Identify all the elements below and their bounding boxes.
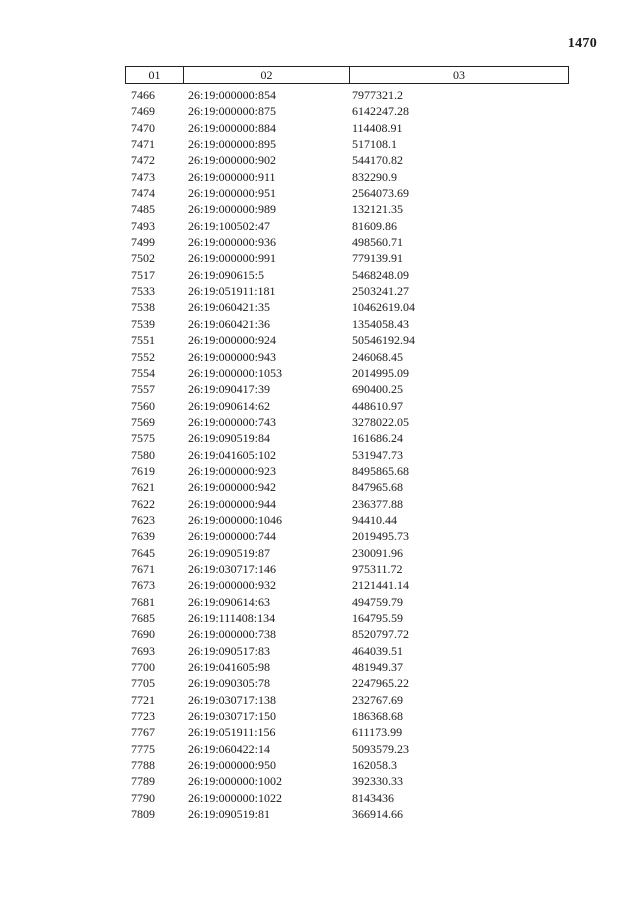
row-number-cell: 7580: [131, 447, 155, 462]
cadastral-number-cell: 26:19:030717:146: [188, 561, 277, 576]
cadastral-number-cell: 26:19:030717:150: [188, 709, 277, 724]
value-cell: 164795.59: [352, 611, 403, 625]
value-cell: 531947.73: [352, 447, 403, 462]
row-number-cell: 7466: [131, 88, 155, 102]
cadastral-number-cell: 26:19:000000:989: [188, 202, 277, 217]
row-number-cell: 7557: [131, 382, 155, 397]
table-row: [0, 545, 640, 561]
value-cell: 5468248.09: [352, 267, 409, 282]
row-number-cell: 7681: [131, 594, 155, 609]
cadastral-number-cell: 26:19:000000:932: [188, 578, 277, 593]
row-number-cell: 7721: [131, 692, 155, 707]
value-cell: 2247965.22: [352, 676, 409, 691]
cadastral-number-cell: 26:19:060422:14: [188, 741, 271, 756]
row-number-cell: 7499: [131, 235, 155, 250]
cadastral-number-cell: 26:19:111408:134: [188, 611, 276, 625]
row-number-cell: 7809: [131, 807, 155, 822]
value-cell: 236377.88: [352, 496, 403, 511]
table-row: [0, 496, 640, 512]
table-row: [0, 594, 640, 610]
table-row: [0, 152, 640, 168]
row-number-cell: 7723: [131, 709, 155, 724]
cadastral-number-cell: 26:19:090519:87: [188, 545, 271, 560]
cadastral-number-cell: 26:19:000000:944: [188, 496, 277, 511]
row-number-cell: 7671: [131, 561, 155, 576]
value-cell: 10462619.04: [352, 300, 415, 315]
value-cell: 2503241.27: [352, 284, 409, 299]
row-number-cell: 7471: [131, 137, 155, 152]
value-cell: 611173.99: [352, 725, 403, 740]
header-col-01: 01: [126, 67, 184, 83]
table-row: [0, 136, 640, 152]
cadastral-number-cell: 26:19:090305:78: [188, 676, 271, 691]
table-row: [0, 577, 640, 593]
row-number-cell: 7673: [131, 578, 155, 593]
value-cell: 779139.91: [352, 251, 403, 266]
value-cell: 186368.68: [352, 709, 403, 724]
row-number-cell: 7790: [131, 790, 155, 805]
value-cell: 6142247.28: [352, 104, 409, 119]
table-row: [0, 381, 640, 397]
table-row: [0, 218, 640, 234]
row-number-cell: 7690: [131, 627, 155, 642]
table-row: [0, 643, 640, 659]
table-row: [0, 528, 640, 544]
table-row: [0, 349, 640, 365]
cadastral-number-cell: 26:19:000000:884: [188, 120, 277, 135]
table-row: [0, 234, 640, 250]
table-row: [0, 610, 640, 626]
value-cell: 832290.9: [352, 169, 397, 184]
value-cell: 975311.72: [352, 561, 403, 576]
row-number-cell: 7685: [131, 611, 155, 625]
table-header: [125, 66, 569, 84]
table-row: [0, 120, 640, 136]
cadastral-number-cell: 26:19:090615:5: [188, 267, 265, 282]
row-number-cell: 7775: [131, 741, 155, 756]
value-cell: 2564073.69: [352, 186, 409, 201]
value-cell: 7977321.2: [352, 88, 403, 102]
table-row: [0, 103, 640, 119]
cadastral-number-cell: 26:19:000000:875: [188, 104, 277, 119]
row-number-cell: 7789: [131, 774, 155, 789]
table-row: [0, 741, 640, 757]
cadastral-number-cell: 26:19:000000:1053: [188, 365, 283, 380]
cadastral-number-cell: 26:19:000000:950: [188, 758, 277, 773]
value-cell: 232767.69: [352, 692, 403, 707]
value-cell: 1354058.43: [352, 316, 409, 331]
cadastral-number-cell: 26:19:000000:902: [188, 153, 277, 168]
table-row: [0, 250, 640, 266]
cadastral-number-cell: 26:19:000000:1046: [188, 512, 283, 527]
cadastral-number-cell: 26:19:000000:936: [188, 235, 277, 250]
value-cell: 246068.45: [352, 349, 403, 364]
row-number-cell: 7560: [131, 398, 155, 413]
value-cell: 81609.86: [352, 218, 397, 233]
table-row: [0, 267, 640, 283]
cadastral-number-cell: 26:19:000000:1022: [188, 790, 283, 805]
table-row: [0, 169, 640, 185]
cadastral-number-cell: 26:19:000000:743: [188, 414, 277, 429]
cadastral-number-cell: 26:19:041605:98: [188, 660, 271, 675]
row-number-cell: 7470: [131, 120, 155, 135]
cadastral-number-cell: 26:19:000000:744: [188, 529, 277, 544]
table-row: [0, 299, 640, 315]
cadastral-number-cell: 26:19:100502:47: [188, 218, 271, 233]
table-row: [0, 806, 640, 822]
value-cell: 114408.91: [352, 120, 403, 135]
header-col-02: 02: [184, 67, 350, 83]
row-number-cell: 7700: [131, 660, 155, 675]
table-row: [0, 479, 640, 495]
table-row: [0, 316, 640, 332]
table-row: [0, 773, 640, 789]
cadastral-number-cell: 26:19:060421:36: [188, 316, 271, 331]
cadastral-number-cell: 26:19:000000:854: [188, 88, 277, 102]
value-cell: 3278022.05: [352, 414, 409, 429]
cadastral-number-cell: 26:19:090417:39: [188, 382, 271, 397]
cadastral-number-cell: 26:19:060421:35: [188, 300, 271, 315]
cadastral-number-cell: 26:19:000000:923: [188, 463, 277, 478]
table-row: [0, 708, 640, 724]
row-number-cell: 7619: [131, 463, 155, 478]
row-number-cell: 7539: [131, 316, 155, 331]
table-row: [0, 626, 640, 642]
value-cell: 5093579.23: [352, 741, 409, 756]
cadastral-number-cell: 26:19:000000:1002: [188, 774, 283, 789]
value-cell: 448610.97: [352, 398, 403, 413]
cadastral-number-cell: 26:19:090614:62: [188, 398, 271, 413]
row-number-cell: 7469: [131, 104, 155, 119]
row-number-cell: 7533: [131, 284, 155, 299]
table-row: [0, 201, 640, 217]
cadastral-number-cell: 26:19:051911:156: [188, 725, 276, 740]
cadastral-number-cell: 26:19:000000:991: [188, 251, 277, 266]
cadastral-number-cell: 26:19:090519:81: [188, 807, 271, 822]
value-cell: 498560.71: [352, 235, 403, 250]
table-row: [0, 757, 640, 773]
cadastral-number-cell: 26:19:000000:943: [188, 349, 277, 364]
table-row: [0, 512, 640, 528]
value-cell: 464039.51: [352, 643, 403, 658]
row-number-cell: 7517: [131, 267, 155, 282]
cadastral-number-cell: 26:19:000000:951: [188, 186, 277, 201]
value-cell: 8495865.68: [352, 463, 409, 478]
table-body: [0, 87, 640, 822]
row-number-cell: 7788: [131, 758, 155, 773]
cadastral-number-cell: 26:19:090614:63: [188, 594, 271, 609]
table-row: [0, 675, 640, 691]
table-row: [0, 87, 640, 103]
table-row: [0, 365, 640, 381]
value-cell: 162058.3: [352, 758, 397, 773]
table-row: [0, 463, 640, 479]
value-cell: 94410.44: [352, 512, 397, 527]
value-cell: 366914.66: [352, 807, 403, 822]
row-number-cell: 7621: [131, 480, 155, 495]
row-number-cell: 7474: [131, 186, 155, 201]
value-cell: 2019495.73: [352, 529, 409, 544]
value-cell: 2121441.14: [352, 578, 409, 593]
value-cell: 481949.37: [352, 660, 403, 675]
table-row: [0, 332, 640, 348]
header-col-03: 03: [453, 68, 465, 82]
cadastral-number-cell: 26:19:000000:911: [188, 169, 276, 184]
value-cell: 2014995.09: [352, 365, 409, 380]
row-number-cell: 7551: [131, 333, 155, 348]
row-number-cell: 7485: [131, 202, 155, 217]
row-number-cell: 7493: [131, 218, 155, 233]
table-row: [0, 447, 640, 463]
row-number-cell: 7472: [131, 153, 155, 168]
value-cell: 517108.1: [352, 137, 397, 152]
table-row: [0, 283, 640, 299]
value-cell: 494759.79: [352, 594, 403, 609]
row-number-cell: 7575: [131, 431, 155, 446]
value-cell: 8143436: [352, 790, 394, 805]
cadastral-number-cell: 26:19:000000:942: [188, 480, 277, 495]
cadastral-number-cell: 26:19:000000:738: [188, 627, 277, 642]
table-row: [0, 659, 640, 675]
cadastral-number-cell: 26:19:090519:84: [188, 431, 271, 446]
row-number-cell: 7767: [131, 725, 155, 740]
row-number-cell: 7554: [131, 365, 155, 380]
row-number-cell: 7538: [131, 300, 155, 315]
cadastral-number-cell: 26:19:030717:138: [188, 692, 277, 707]
value-cell: 544170.82: [352, 153, 403, 168]
table-row: [0, 430, 640, 446]
row-number-cell: 7622: [131, 496, 155, 511]
table-row: [0, 185, 640, 201]
row-number-cell: 7552: [131, 349, 155, 364]
value-cell: 50546192.94: [352, 333, 415, 348]
value-cell: 230091.96: [352, 545, 403, 560]
value-cell: 690400.25: [352, 382, 403, 397]
table-row: [0, 561, 640, 577]
value-cell: 847965.68: [352, 480, 403, 495]
table-row: [0, 414, 640, 430]
row-number-cell: 7705: [131, 676, 155, 691]
value-cell: 161686.24: [352, 431, 403, 446]
table-row: [0, 398, 640, 414]
cadastral-number-cell: 26:19:041605:102: [188, 447, 277, 462]
row-number-cell: 7569: [131, 414, 155, 429]
cadastral-number-cell: 26:19:090517:83: [188, 643, 271, 658]
cadastral-number-cell: 26:19:051911:181: [188, 284, 276, 299]
row-number-cell: 7639: [131, 529, 155, 544]
row-number-cell: 7693: [131, 643, 155, 658]
row-number-cell: 7623: [131, 512, 155, 527]
cadastral-number-cell: 26:19:000000:895: [188, 137, 277, 152]
value-cell: 8520797.72: [352, 627, 409, 642]
row-number-cell: 7502: [131, 251, 155, 266]
row-number-cell: 7473: [131, 169, 155, 184]
row-number-cell: 7645: [131, 545, 155, 560]
table-row: [0, 790, 640, 806]
table-row: [0, 724, 640, 740]
table-row: [0, 692, 640, 708]
value-cell: 132121.35: [352, 202, 403, 217]
page-number: 1470: [567, 36, 597, 51]
cadastral-number-cell: 26:19:000000:924: [188, 333, 277, 348]
value-cell: 392330.33: [352, 774, 403, 789]
